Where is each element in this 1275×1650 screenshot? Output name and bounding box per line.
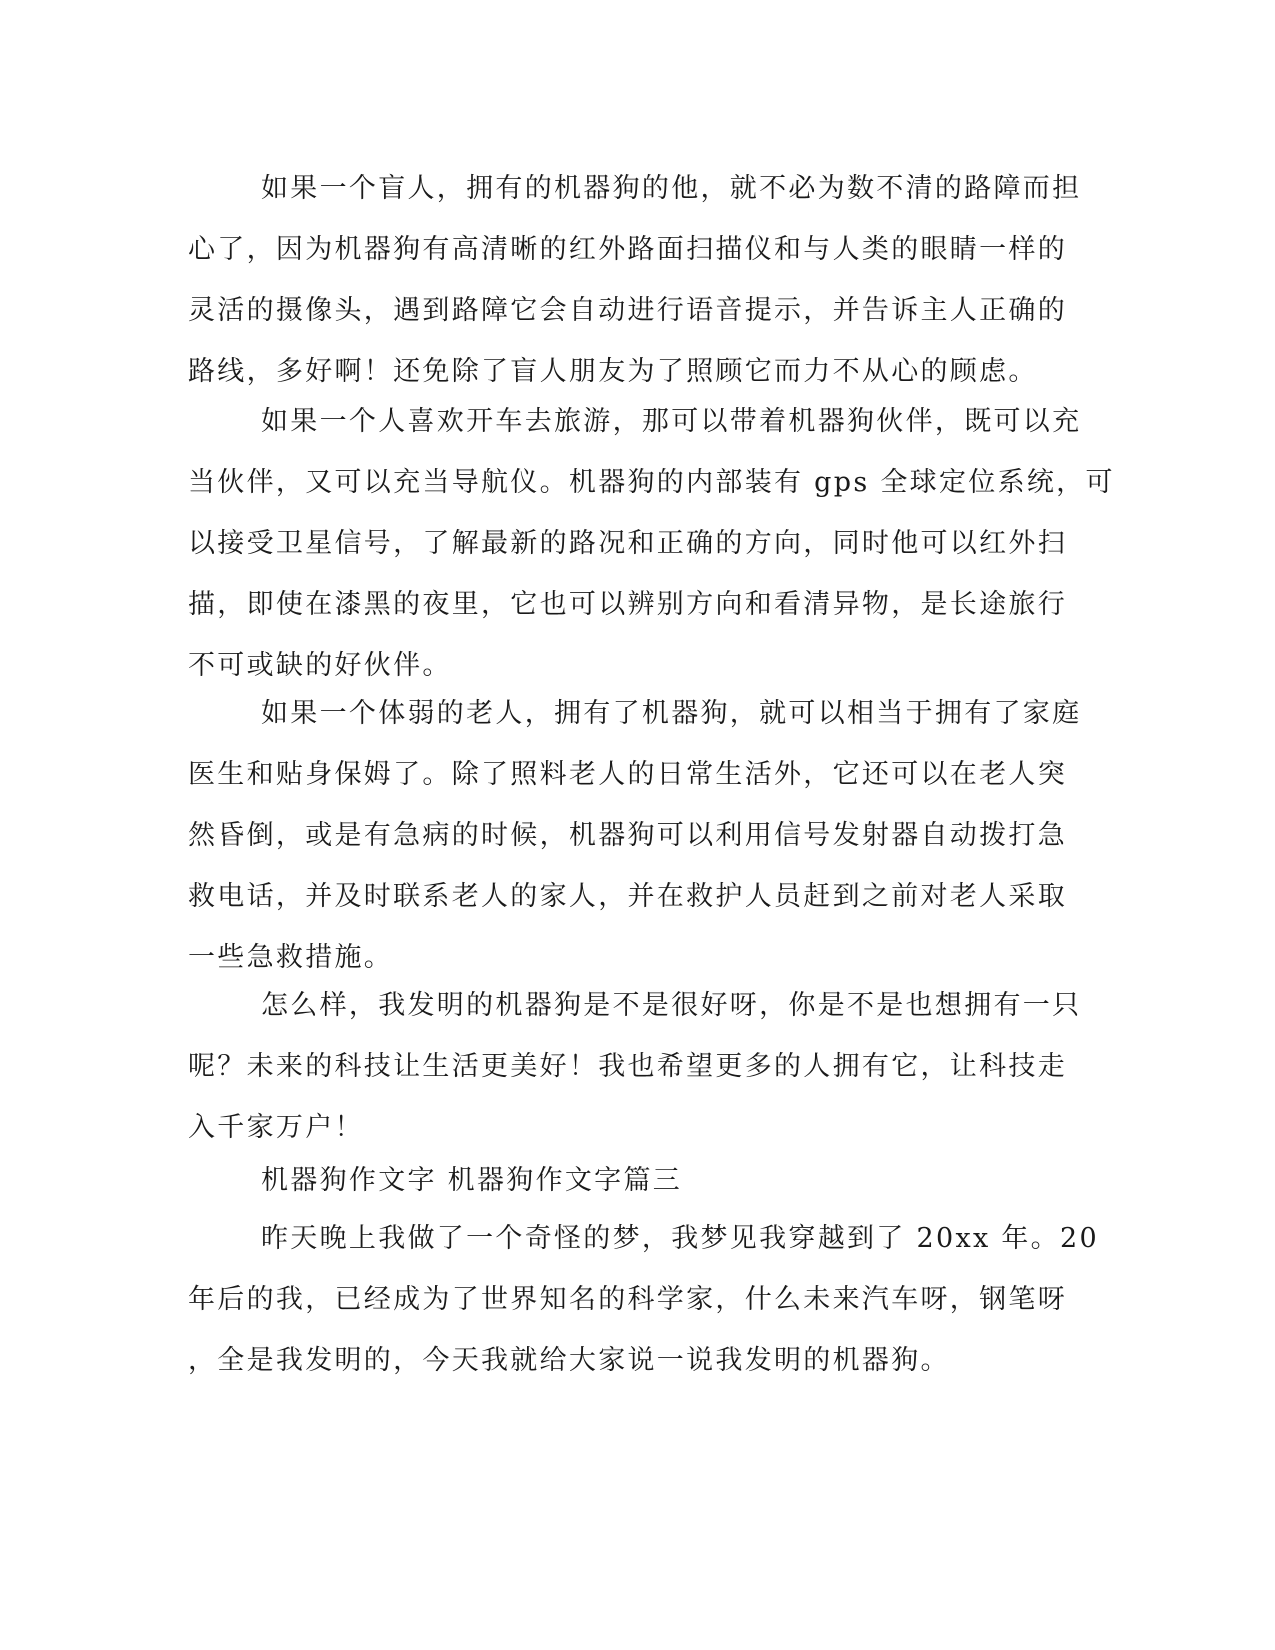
text-line: 不可或缺的好伙伴。 <box>188 650 452 681</box>
text-line: 当伙伴，又可以充当导航仪。机器狗的内部装有 gps 全球定位系统，可 <box>188 467 1115 498</box>
text-line: 如果一个盲人，拥有的机器狗的他，就不必为数不清的路障而担 <box>261 173 1082 204</box>
text-line: 如果一个人喜欢开车去旅游，那可以带着机器狗伙伴，既可以充 <box>261 406 1082 437</box>
paragraph-dream <box>188 1208 1099 1391</box>
text-line: 入千家万户！ <box>188 1112 364 1143</box>
heading-line: 机器狗作文字 机器狗作文字篇三 <box>261 1165 683 1196</box>
text-line: 路线，多好啊！还免除了盲人朋友为了照顾它而力不从心的顾虑。 <box>188 356 1038 387</box>
text-line: 心了，因为机器狗有高清晰的红外路面扫描仪和与人类的眼睛一样的 <box>188 234 1067 265</box>
paragraph-blind-person <box>188 158 1088 402</box>
text-line: 如果一个体弱的老人，拥有了机器狗，就可以相当于拥有了家庭 <box>261 698 1082 729</box>
section-heading <box>188 1150 1088 1211</box>
text-line: 以接受卫星信号，了解最新的路况和正确的方向，同时他可以红外扫 <box>188 528 1067 559</box>
text-line: 昨天晚上我做了一个奇怪的梦，我梦见我穿越到了 20xx 年。20 <box>261 1223 1099 1254</box>
text-line: 呢？未来的科技让生活更美好！我也希望更多的人拥有它，让科技走 <box>188 1051 1067 1082</box>
text-line: 年后的我，已经成为了世界知名的科学家，什么未来汽车呀，钢笔呀 <box>188 1284 1067 1315</box>
paragraph-elderly <box>188 683 1088 988</box>
text-line: 救电话，并及时联系老人的家人，并在救护人员赶到之前对老人采取 <box>188 881 1067 912</box>
text-line: 怎么样，我发明的机器狗是不是很好呀，你是不是也想拥有一只 <box>261 990 1082 1021</box>
text-line: 一些急救措施。 <box>188 942 394 973</box>
text-line: 然昏倒，或是有急病的时候，机器狗可以利用信号发射器自动拨打急 <box>188 820 1067 851</box>
paragraph-travel <box>188 391 1115 696</box>
text-line: 描，即使在漆黑的夜里，它也可以辨别方向和看清异物，是长途旅行 <box>188 589 1067 620</box>
text-line: 医生和贴身保姆了。除了照料老人的日常生活外，它还可以在老人突 <box>188 759 1067 790</box>
text-line: 灵活的摄像头，遇到路障它会自动进行语音提示，并告诉主人正确的 <box>188 295 1067 326</box>
text-line: ，全是我发明的，今天我就给大家说一说我发明的机器狗。 <box>188 1345 950 1376</box>
paragraph-conclusion <box>188 975 1088 1158</box>
